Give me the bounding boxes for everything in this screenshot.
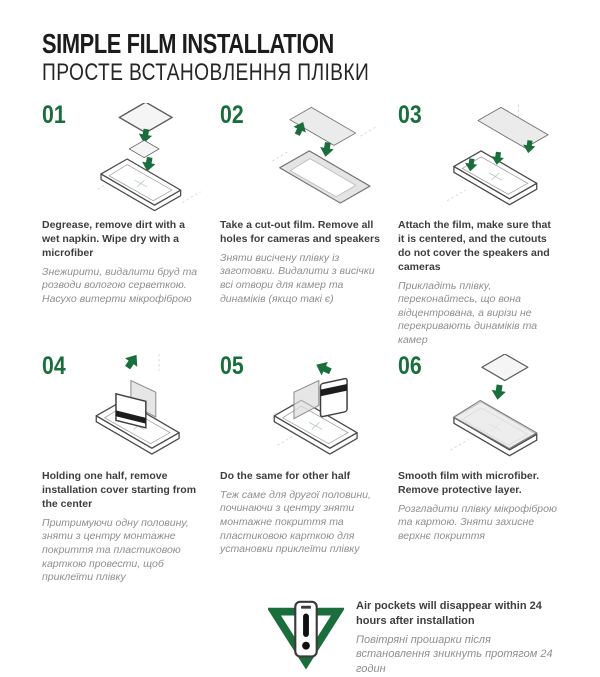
pull-arrow-icon bbox=[121, 354, 142, 372]
note-text-en: Air pockets will disappear within 24 hours after installation bbox=[356, 599, 560, 629]
step-number: 02 bbox=[220, 103, 244, 128]
step-number: 04 bbox=[42, 354, 66, 379]
steps-grid bbox=[42, 103, 560, 585]
page-subtitle: ПРОСТЕ ВСТАНОВЛЕННЯ ПЛІВКИ bbox=[42, 60, 369, 85]
header bbox=[42, 30, 560, 85]
step-06 bbox=[398, 354, 560, 585]
step-04-illustration bbox=[82, 354, 208, 466]
step-text-en: Degrease, remove dirt with a wet napkin. Wipe dry with a microfiber bbox=[42, 219, 204, 261]
step-text-uk: Прикладіть плівку, переконайтесь, що вона відцентрована, а вирізи не перекривають динаміків та камер bbox=[398, 280, 560, 348]
step-04 bbox=[42, 354, 204, 585]
step-text-uk: Знежирити, видалити бруд та розводи вологою серветкою. Насухо витерти мікрофіброю bbox=[42, 266, 204, 307]
pull-arrow-icon bbox=[313, 358, 333, 378]
step-text-en: Take a cut-out film. Remove all holes for cameras and speakers bbox=[220, 219, 382, 247]
page-title: SIMPLE FILM INSTALLATION bbox=[42, 30, 334, 59]
step-03 bbox=[398, 103, 560, 348]
step-01 bbox=[42, 103, 204, 348]
step-05 bbox=[220, 354, 382, 585]
step-number: 05 bbox=[220, 354, 244, 379]
step-text-en: Do the same for other half bbox=[220, 470, 382, 484]
step-06-illustration bbox=[438, 354, 564, 466]
step-text-en: Attach the film, make sure that it is centered, and the cutouts do not cover the speakers and cameras bbox=[398, 219, 560, 275]
step-02 bbox=[220, 103, 382, 348]
step-02-illustration bbox=[260, 103, 386, 215]
step-text-uk: Зняти висічену плівку із заготовки. Видалити з висічки всі отвори для камер та динаміків (якщо такі є) bbox=[220, 252, 382, 307]
step-text-uk: Притримуючи одну половину, зняти з центру монтажне покриття та пластиковою карткою провести, щоб приклеїти плівку bbox=[42, 517, 204, 585]
step-number: 03 bbox=[398, 103, 422, 128]
step-number: 01 bbox=[42, 103, 66, 128]
warning-phone-triangle-icon bbox=[268, 599, 344, 669]
step-text-en: Smooth film with microfiber. Remove protective layer. bbox=[398, 470, 560, 498]
step-01-illustration bbox=[82, 103, 208, 215]
air-pockets-note bbox=[268, 599, 560, 677]
step-03-illustration bbox=[438, 103, 564, 215]
step-text-uk: Теж саме для другої половини, починаючи з центру зняти монтажне покриття та пластиковою карткою для установки приклеїти плівку bbox=[220, 489, 382, 557]
step-05-illustration bbox=[260, 354, 386, 466]
step-number: 06 bbox=[398, 354, 422, 379]
step-text-uk: Розгладити плівку мікрофіброю та картою. Зняти захисне верхнє покриття bbox=[398, 503, 560, 544]
down-arrow-icon bbox=[490, 384, 506, 401]
note-text-uk: Повітряні прошарки після встановлення зникнуть протягом 24 годин bbox=[356, 633, 560, 677]
step-text-en: Holding one half, remove installation cover starting from the center bbox=[42, 470, 204, 512]
